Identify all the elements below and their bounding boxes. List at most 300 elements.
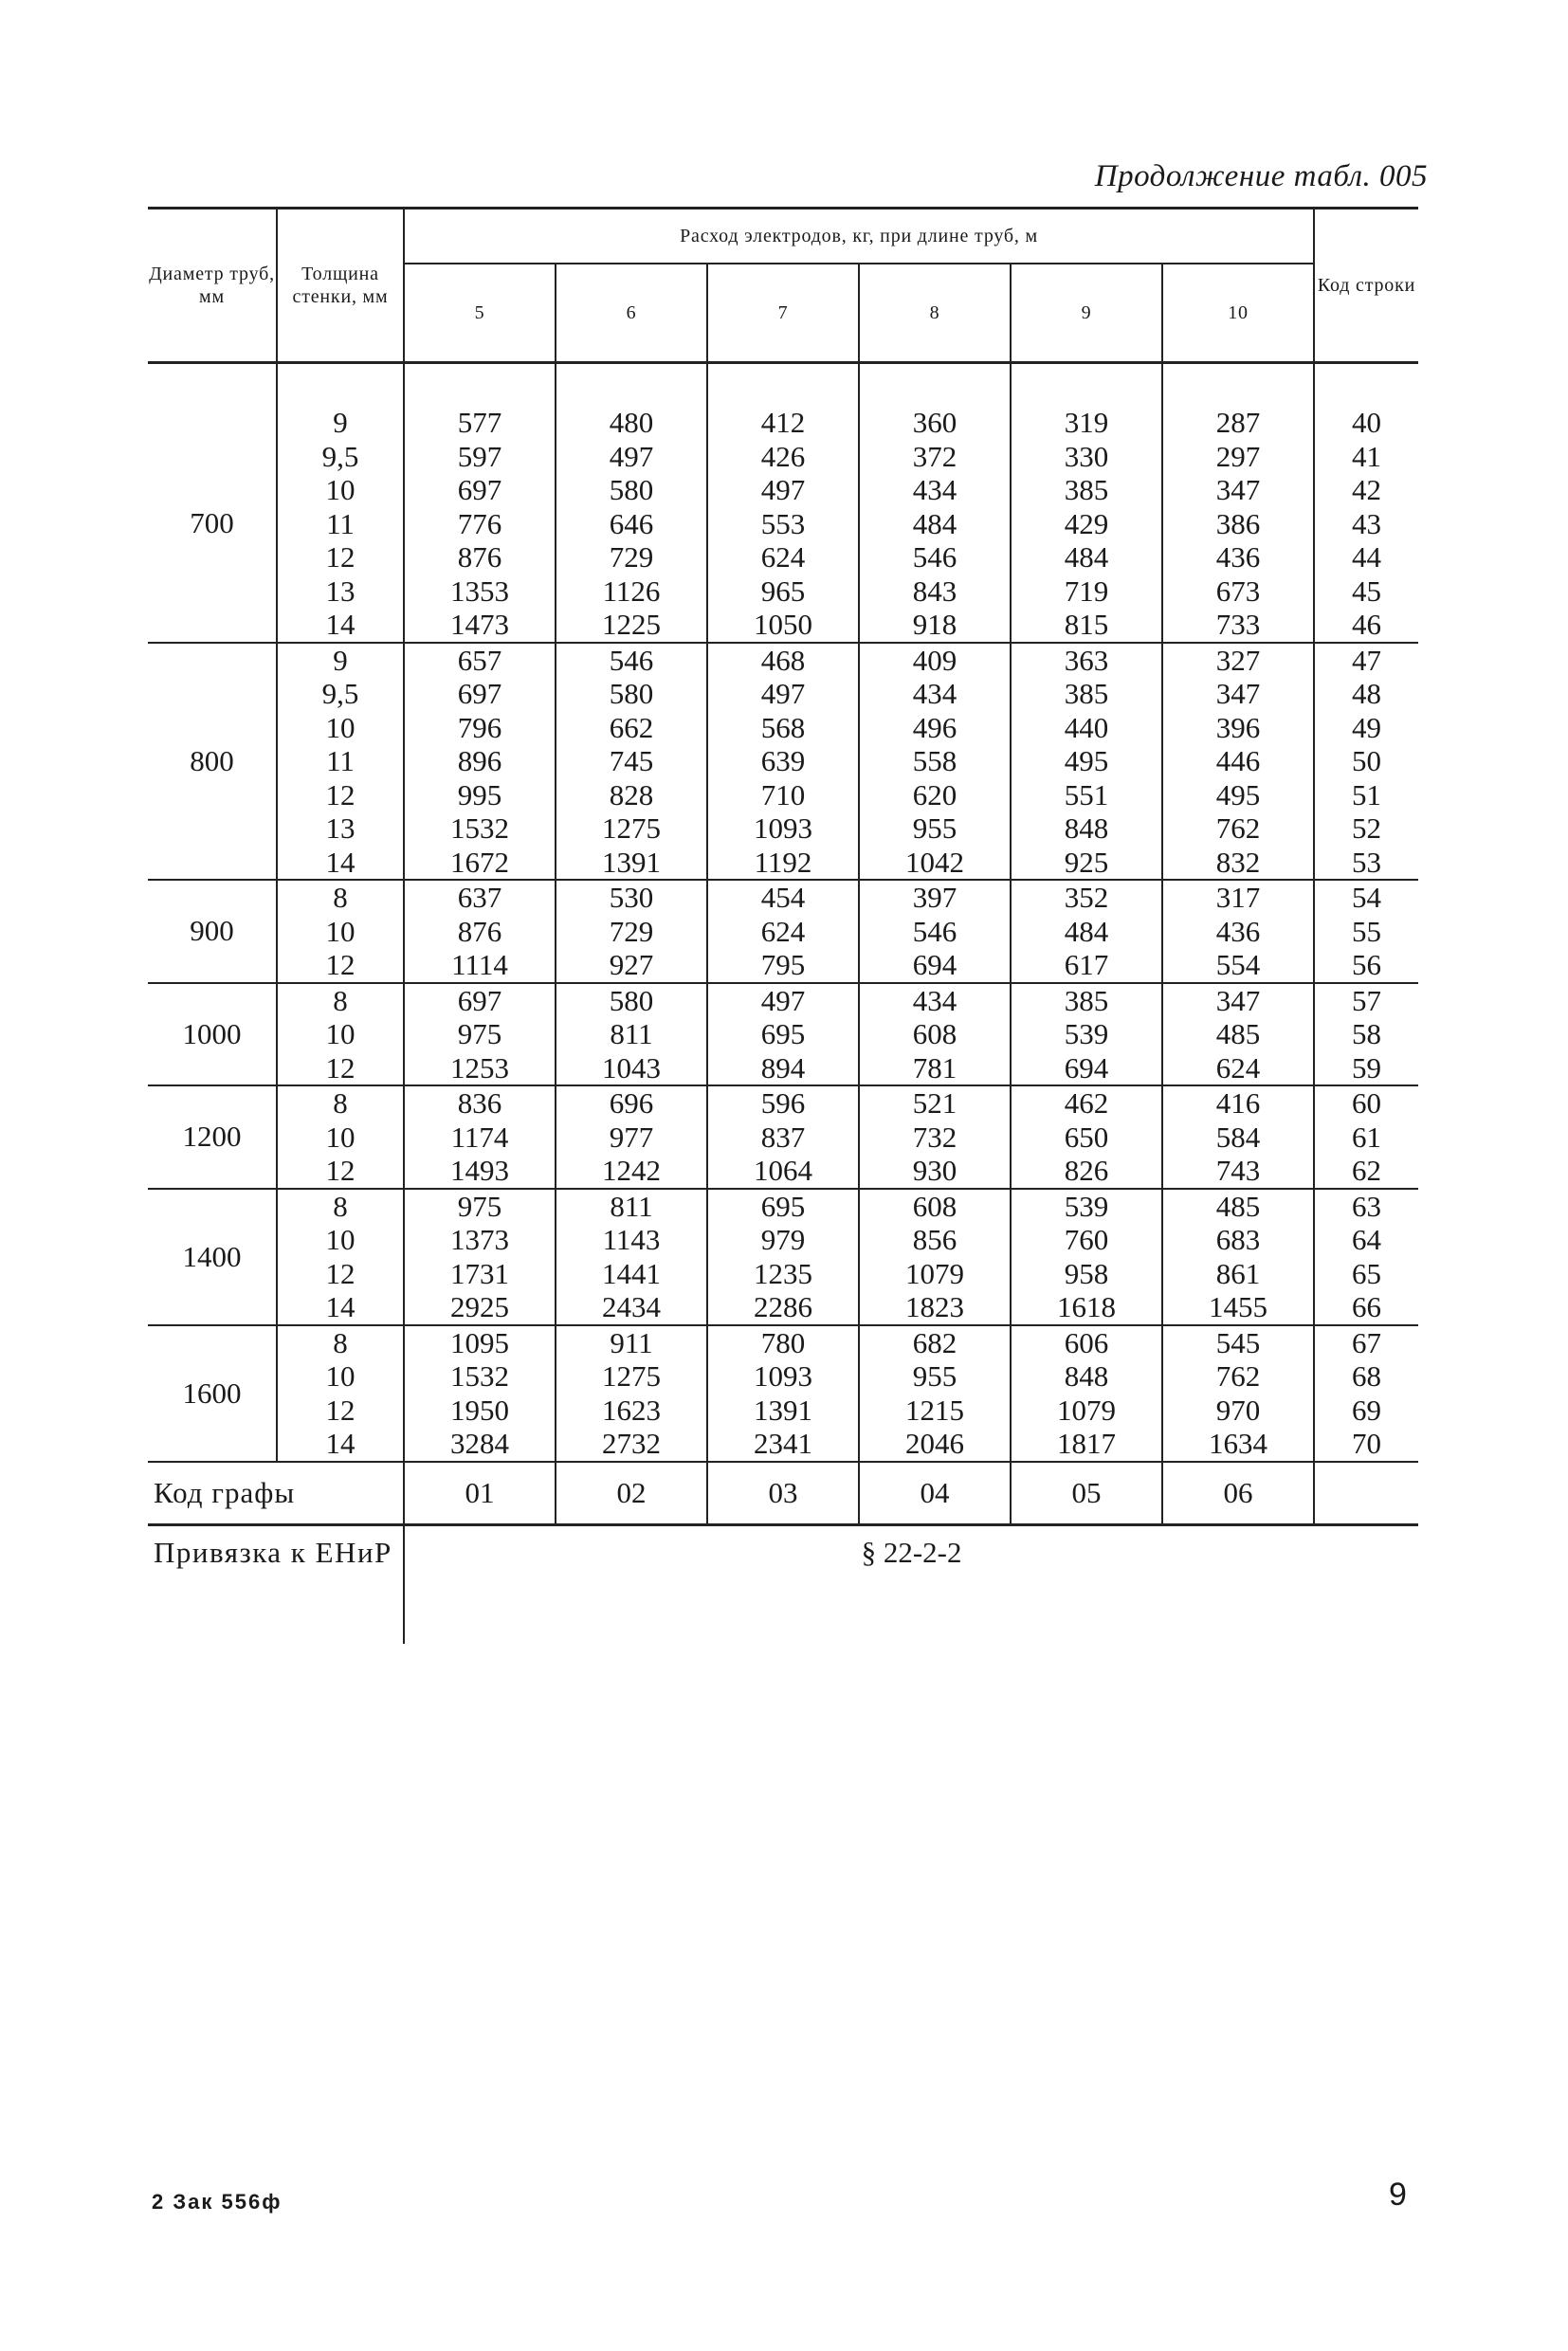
electrode-consumption-value: 1093 (754, 811, 812, 845)
electrode-consumption-value: 580 (609, 677, 654, 710)
wall-thickness: 9 (333, 406, 348, 439)
electrode-consumption-value-cell (1162, 643, 1314, 881)
row-code: 40 (1352, 406, 1382, 439)
electrode-consumption-value: 1043 (602, 1050, 661, 1084)
electrode-consumption-value: 484 (1064, 540, 1109, 574)
column-code: 03 (707, 1462, 859, 1525)
row-code: 54 (1352, 881, 1382, 914)
electrode-consumption-value-cell (859, 880, 1011, 983)
electrode-consumption-value: 673 (1215, 574, 1261, 608)
row-code: 41 (1352, 439, 1382, 473)
electrode-consumption-value: 979 (760, 1223, 806, 1256)
electrode-consumption-value-cell (1162, 983, 1314, 1086)
electrode-consumption-value: 551 (1064, 777, 1109, 811)
electrode-consumption-value: 360 (912, 406, 957, 439)
electrode-consumption-value: 484 (912, 506, 957, 540)
wall-thickness-cell (277, 643, 404, 881)
wall-thickness: 8 (333, 1325, 348, 1359)
electrode-consumption-value: 521 (912, 1086, 957, 1120)
header-consumption: Расход электродов, кг, при длине труб, м (404, 209, 1314, 264)
row-code: 60 (1352, 1086, 1382, 1120)
electrode-consumption-value: 495 (1064, 744, 1109, 777)
electrode-consumption-value-cell (1011, 406, 1162, 643)
electrode-consumption-value: 657 (457, 643, 502, 677)
wall-thickness: 9,5 (321, 439, 359, 473)
diameter-group-row (148, 406, 1418, 643)
electrode-consumption-value: 1532 (450, 1359, 509, 1393)
electrode-consumption-value-cell (707, 1085, 859, 1189)
electrode-consumption-value: 397 (912, 881, 957, 914)
row-code: 45 (1352, 574, 1382, 608)
wall-thickness: 10 (325, 914, 356, 948)
electrode-consumption-value: 1950 (450, 1393, 509, 1427)
wall-thickness-cell (277, 880, 404, 983)
electrode-consumption-value-cell (1011, 1189, 1162, 1325)
electrode-consumption-value: 975 (457, 1189, 502, 1223)
electrode-consumption-value-cell (859, 1189, 1011, 1325)
electrode-consumption-value: 1042 (905, 845, 964, 879)
row-code: 61 (1352, 1120, 1382, 1154)
electrode-consumption-value-cell (859, 406, 1011, 643)
electrode-consumption-value: 568 (760, 710, 806, 744)
electrode-consumption-value: 1532 (450, 811, 509, 845)
electrode-consumption-value: 927 (609, 948, 654, 981)
row-code: 64 (1352, 1223, 1382, 1256)
electrode-consumption-value: 617 (1064, 948, 1109, 981)
row-code-cell (1314, 983, 1418, 1086)
electrode-consumption-value: 697 (457, 473, 502, 506)
electrode-consumption-value: 743 (1215, 1154, 1261, 1187)
electrode-consumption-value: 580 (609, 983, 654, 1017)
electrode-consumption-value: 485 (1215, 1017, 1261, 1050)
electrode-consumption-value-cell (859, 643, 1011, 881)
electrode-consumption-value: 496 (912, 710, 957, 744)
electrode-consumption-value-cell (859, 1085, 1011, 1189)
electrode-consumption-value: 776 (457, 506, 502, 540)
electrode-consumption-value: 553 (760, 506, 806, 540)
electrode-consumption-value: 577 (457, 406, 502, 439)
wall-thickness: 10 (325, 1120, 356, 1154)
electrode-consumption-value: 385 (1064, 677, 1109, 710)
wall-thickness: 10 (325, 473, 356, 506)
wall-thickness: 10 (325, 1359, 356, 1393)
electrode-consumption-value: 454 (760, 881, 806, 914)
electrode-consumption-value: 729 (609, 540, 654, 574)
header-length: 8 (859, 264, 1011, 363)
wall-thickness: 12 (325, 1154, 356, 1187)
electrode-consumption-value: 319 (1064, 406, 1109, 439)
electrode-consumption-value: 1473 (450, 608, 509, 641)
electrode-consumption-value-cell (556, 406, 707, 643)
electrode-consumption-value: 1192 (754, 845, 812, 879)
column-code: 04 (859, 1462, 1011, 1525)
diameter-group-row (148, 643, 1418, 881)
electrode-consumption-value: 1275 (602, 1359, 661, 1393)
electrode-consumption-value-cell (556, 880, 707, 983)
electrode-consumption-value: 386 (1215, 506, 1261, 540)
electrode-consumption-value: 646 (609, 506, 654, 540)
row-code: 49 (1352, 710, 1382, 744)
row-code: 43 (1352, 506, 1382, 540)
pipe-diameter-cell: 1200 (148, 1085, 277, 1189)
table-continuation-caption: Продолжение табл. 005 (1094, 159, 1428, 193)
electrode-consumption-value: 546 (912, 540, 957, 574)
electrode-consumption-value: 955 (912, 1359, 957, 1393)
electrode-consumption-value: 495 (1215, 777, 1261, 811)
electrode-consumption-value: 733 (1215, 608, 1261, 641)
diameter-group-row (148, 1325, 1418, 1462)
electrode-consumption-value: 1093 (754, 1359, 812, 1393)
electrode-consumption-value: 1242 (602, 1154, 661, 1187)
electrode-consumption-value: 1225 (602, 608, 661, 641)
electrode-consumption-value-cell (707, 1325, 859, 1462)
electrode-consumption-value: 434 (912, 677, 957, 710)
electrode-consumption-value: 429 (1064, 506, 1109, 540)
electrode-consumption-value: 1079 (1057, 1393, 1116, 1427)
electrode-consumption-value: 440 (1064, 710, 1109, 744)
electrode-consumption-value: 811 (610, 1017, 653, 1050)
electrode-consumption-value: 918 (912, 608, 957, 641)
electrode-consumption-value: 697 (457, 677, 502, 710)
electrode-consumption-value: 2046 (905, 1427, 964, 1460)
electrode-consumption-value: 848 (1064, 811, 1109, 845)
electrode-consumption-value: 297 (1215, 439, 1261, 473)
electrode-consumption-value: 1634 (1209, 1427, 1268, 1460)
electrode-consumption-value: 3284 (450, 1427, 509, 1460)
pipe-diameter-cell: 800 (148, 643, 277, 881)
electrode-consumption-value: 468 (760, 643, 806, 677)
electrode-consumption-value: 546 (912, 914, 957, 948)
row-code: 65 (1352, 1256, 1382, 1290)
electrode-consumption-value: 446 (1215, 744, 1261, 777)
wall-thickness: 11 (326, 506, 355, 540)
wall-thickness: 12 (325, 1256, 356, 1290)
electrode-consumption-value: 695 (760, 1017, 806, 1050)
electrode-consumption-value: 837 (760, 1120, 806, 1154)
wall-thickness: 12 (325, 948, 356, 981)
electrode-consumption-value: 683 (1215, 1223, 1261, 1256)
wall-thickness: 8 (333, 1189, 348, 1223)
electrode-consumption-value: 2286 (754, 1290, 812, 1323)
electrode-consumption-value: 828 (609, 777, 654, 811)
electrode-consumption-value: 484 (1064, 914, 1109, 948)
electrode-consumption-value: 1143 (602, 1223, 661, 1256)
electrode-consumption-value: 497 (760, 677, 806, 710)
row-code: 55 (1352, 914, 1382, 948)
row-code-cell (1314, 1325, 1418, 1462)
wall-thickness: 12 (325, 777, 356, 811)
electrode-consumption-value: 955 (912, 811, 957, 845)
row-code-cell (1314, 1085, 1418, 1189)
electrode-consumption-value: 1064 (754, 1154, 812, 1187)
electrode-consumption-value: 975 (457, 1017, 502, 1050)
wall-thickness: 10 (325, 710, 356, 744)
header-length: 9 (1011, 264, 1162, 363)
electrode-consumption-value: 624 (760, 914, 806, 948)
electrode-consumption-value: 894 (760, 1050, 806, 1084)
electrode-consumption-value-cell (556, 643, 707, 881)
wall-thickness-cell (277, 1189, 404, 1325)
wall-thickness: 12 (325, 540, 356, 574)
electrode-consumption-value-cell (1011, 880, 1162, 983)
electrode-consumption-value: 977 (609, 1120, 654, 1154)
electrode-consumption-value: 412 (760, 406, 806, 439)
electrode-consumption-value: 1235 (754, 1256, 812, 1290)
electrode-consumption-value: 682 (912, 1325, 957, 1359)
row-code: 48 (1352, 677, 1382, 710)
wall-thickness: 10 (325, 1223, 356, 1256)
wall-thickness: 8 (333, 983, 348, 1017)
wall-thickness: 9,5 (321, 677, 359, 710)
electrode-consumption-value: 434 (912, 473, 957, 506)
electrode-consumption-value: 925 (1064, 845, 1109, 879)
electrode-consumption-value: 697 (457, 983, 502, 1017)
electrode-consumption-value-cell (404, 406, 556, 643)
electrode-consumption-value: 760 (1064, 1223, 1109, 1256)
electrode-consumption-value: 876 (457, 914, 502, 948)
electrode-consumption-value: 606 (1064, 1325, 1109, 1359)
electrode-consumption-value: 843 (912, 574, 957, 608)
electrode-consumption-value-cell (1011, 643, 1162, 881)
header-diameter: Диаметр труб, мм (148, 209, 277, 363)
electrode-consumption-value: 1623 (602, 1393, 661, 1427)
electrode-consumption-value: 530 (609, 881, 654, 914)
electrode-consumption-value: 462 (1064, 1086, 1109, 1120)
wall-thickness: 14 (325, 845, 356, 879)
electrode-consumption-value: 796 (457, 710, 502, 744)
electrode-consumption-value-cell (1011, 1085, 1162, 1189)
electrode-consumption-value: 1114 (451, 948, 508, 981)
row-code: 44 (1352, 540, 1382, 574)
electrode-consumption-value: 497 (760, 473, 806, 506)
wall-thickness: 13 (325, 811, 356, 845)
electrode-consumption-value: 719 (1064, 574, 1109, 608)
electrode-consumption-value: 372 (912, 439, 957, 473)
electrode-consumption-value-cell (404, 643, 556, 881)
enir-binding-label: Привязка к ЕНиР (154, 1535, 392, 1569)
electrode-consumption-value: 1731 (450, 1256, 509, 1290)
row-code: 62 (1352, 1154, 1382, 1187)
electrode-consumption-value: 330 (1064, 439, 1109, 473)
row-code: 51 (1352, 777, 1382, 811)
electrode-consumption-value: 1391 (602, 845, 661, 879)
row-code-cell (1314, 406, 1418, 643)
row-code: 68 (1352, 1359, 1382, 1393)
electrode-consumption-value-cell (556, 983, 707, 1086)
pipe-diameter-cell: 700 (148, 406, 277, 643)
electrode-consumption-value: 896 (457, 744, 502, 777)
electrode-consumption-value-cell (1162, 1085, 1314, 1189)
electrode-consumption-value: 497 (609, 439, 654, 473)
wall-thickness-cell (277, 1085, 404, 1189)
row-code: 63 (1352, 1189, 1382, 1223)
electrode-consumption-value: 1353 (450, 574, 509, 608)
electrode-consumption-value: 554 (1215, 948, 1261, 981)
electrode-consumption-value: 745 (609, 744, 654, 777)
wall-thickness-cell (277, 1325, 404, 1462)
electrode-consumption-value: 1275 (602, 811, 661, 845)
electrode-consumption-value: 694 (1064, 1050, 1109, 1084)
enir-binding-row (148, 1524, 1418, 1644)
electrode-consumption-value: 327 (1215, 643, 1261, 677)
row-code: 53 (1352, 845, 1382, 879)
electrode-consumption-value: 385 (1064, 473, 1109, 506)
electrode-consumption-value: 1391 (754, 1393, 812, 1427)
electrode-consumption-value: 624 (1215, 1050, 1261, 1084)
wall-thickness-cell (277, 983, 404, 1086)
electrode-consumption-value: 1441 (602, 1256, 661, 1290)
electrode-consumption-value: 650 (1064, 1120, 1109, 1154)
electrode-consumption-value: 696 (609, 1086, 654, 1120)
wall-thickness: 14 (325, 608, 356, 641)
electrode-consumption-value: 836 (457, 1086, 502, 1120)
electrode-consumption-value: 426 (760, 439, 806, 473)
row-code: 57 (1352, 983, 1382, 1017)
electrode-consumption-value: 930 (912, 1154, 957, 1187)
header-thickness: Толщина стенки, мм (277, 209, 404, 363)
electrode-consumption-value: 347 (1215, 983, 1261, 1017)
wall-thickness: 8 (333, 881, 348, 914)
electrode-consumption-value: 695 (760, 1189, 806, 1223)
electrode-consumption-value-cell (404, 1085, 556, 1189)
header-row-code: Код строки (1314, 209, 1418, 363)
electrode-consumption-value: 409 (912, 643, 957, 677)
row-code-cell (1314, 1189, 1418, 1325)
electrode-consumption-value-cell (707, 406, 859, 643)
electrode-consumption-value: 287 (1215, 406, 1261, 439)
diameter-group-row (148, 1189, 1418, 1325)
electrode-consumption-value: 497 (760, 983, 806, 1017)
electrode-consumption-value: 832 (1215, 845, 1261, 879)
wall-thickness: 12 (325, 1393, 356, 1427)
diameter-group-row (148, 983, 1418, 1086)
electrode-consumption-value: 1817 (1057, 1427, 1116, 1460)
electrode-consumption-value: 545 (1215, 1325, 1261, 1359)
row-code: 70 (1352, 1427, 1382, 1460)
electrode-consumption-value-cell (556, 1085, 707, 1189)
electrode-consumption-value: 347 (1215, 473, 1261, 506)
row-code: 46 (1352, 608, 1382, 641)
electrode-consumption-value: 1672 (450, 845, 509, 879)
electrode-consumption-value: 597 (457, 439, 502, 473)
electrode-consumption-value: 1079 (905, 1256, 964, 1290)
wall-thickness: 11 (326, 744, 355, 777)
electrode-consumption-value: 317 (1215, 881, 1261, 914)
electrode-consumption-value: 539 (1064, 1189, 1109, 1223)
electrode-consumption-value: 1095 (450, 1325, 509, 1359)
electrode-consumption-value: 710 (760, 777, 806, 811)
electrode-consumption-value: 608 (912, 1017, 957, 1050)
electrode-consumption-value-cell (707, 983, 859, 1086)
electrode-consumption-value: 352 (1064, 881, 1109, 914)
diameter-group-row (148, 1085, 1418, 1189)
print-order-note: 2 Зак 556ф (152, 2190, 283, 2214)
electrode-consumption-value-cell (404, 880, 556, 983)
electrode-consumption-value: 436 (1215, 540, 1261, 574)
enir-binding-reference: § 22-2-2 (404, 1524, 1418, 1644)
header-length: 7 (707, 264, 859, 363)
electrode-consumption-value: 1823 (905, 1290, 964, 1323)
column-code-row (148, 1462, 1418, 1525)
row-code: 58 (1352, 1017, 1382, 1050)
electrode-consumption-value: 1215 (905, 1393, 964, 1427)
electrode-consumption-value-cell (1011, 983, 1162, 1086)
electrode-consumption-table (148, 207, 1418, 1644)
row-code-cell (1314, 643, 1418, 881)
electrode-consumption-value: 1126 (602, 574, 661, 608)
electrode-consumption-value: 396 (1215, 710, 1261, 744)
row-code: 42 (1352, 473, 1382, 506)
pipe-diameter-cell: 900 (148, 880, 277, 983)
electrode-consumption-value-cell (1162, 1189, 1314, 1325)
row-code: 52 (1352, 811, 1382, 845)
electrode-consumption-value: 2732 (602, 1427, 661, 1460)
wall-thickness: 13 (325, 574, 356, 608)
electrode-consumption-value: 1050 (754, 608, 812, 641)
electrode-consumption-value-cell (707, 1189, 859, 1325)
electrode-consumption-value-cell (1162, 406, 1314, 643)
electrode-consumption-value: 795 (760, 948, 806, 981)
electrode-consumption-value: 385 (1064, 983, 1109, 1017)
electrode-consumption-value-cell (404, 983, 556, 1086)
column-code-label: Код графы (148, 1462, 404, 1525)
row-code: 56 (1352, 948, 1382, 981)
electrode-consumption-value-cell (1162, 1325, 1314, 1462)
electrode-consumption-value: 958 (1064, 1256, 1109, 1290)
electrode-consumption-value: 1373 (450, 1223, 509, 1256)
electrode-consumption-value: 480 (609, 406, 654, 439)
column-code: 06 (1162, 1462, 1314, 1525)
row-code: 59 (1352, 1050, 1382, 1084)
electrode-consumption-value: 780 (760, 1325, 806, 1359)
electrode-consumption-value-cell (404, 1189, 556, 1325)
electrode-consumption-value: 861 (1215, 1256, 1261, 1290)
column-code: 01 (404, 1462, 556, 1525)
wall-thickness: 9 (333, 643, 348, 677)
electrode-consumption-value: 811 (610, 1189, 653, 1223)
electrode-consumption-value: 970 (1215, 1393, 1261, 1427)
electrode-consumption-value: 856 (912, 1223, 957, 1256)
pipe-diameter-cell: 1600 (148, 1325, 277, 1462)
electrode-consumption-value: 1493 (450, 1154, 509, 1187)
electrode-consumption-value: 2341 (754, 1427, 812, 1460)
wall-thickness: 10 (325, 1017, 356, 1050)
row-code-cell (1314, 880, 1418, 983)
electrode-consumption-value: 584 (1215, 1120, 1261, 1154)
electrode-consumption-value: 416 (1215, 1086, 1261, 1120)
electrode-consumption-value-cell (707, 643, 859, 881)
electrode-consumption-value: 363 (1064, 643, 1109, 677)
electrode-consumption-value: 485 (1215, 1189, 1261, 1223)
row-code: 67 (1352, 1325, 1382, 1359)
electrode-consumption-value: 608 (912, 1189, 957, 1223)
electrode-consumption-value: 434 (912, 983, 957, 1017)
pipe-diameter-cell: 1400 (148, 1189, 277, 1325)
electrode-consumption-value: 826 (1064, 1154, 1109, 1187)
electrode-consumption-value-cell (859, 1325, 1011, 1462)
electrode-consumption-value: 762 (1215, 811, 1261, 845)
electrode-consumption-value: 596 (760, 1086, 806, 1120)
electrode-consumption-value: 624 (760, 540, 806, 574)
row-code: 69 (1352, 1393, 1382, 1427)
wall-thickness: 14 (325, 1427, 356, 1460)
electrode-consumption-value: 539 (1064, 1017, 1109, 1050)
electrode-consumption-value: 694 (912, 948, 957, 981)
electrode-consumption-value: 436 (1215, 914, 1261, 948)
electrode-consumption-value-cell (859, 983, 1011, 1086)
electrode-consumption-value: 911 (610, 1325, 653, 1359)
header-length: 10 (1162, 264, 1314, 363)
